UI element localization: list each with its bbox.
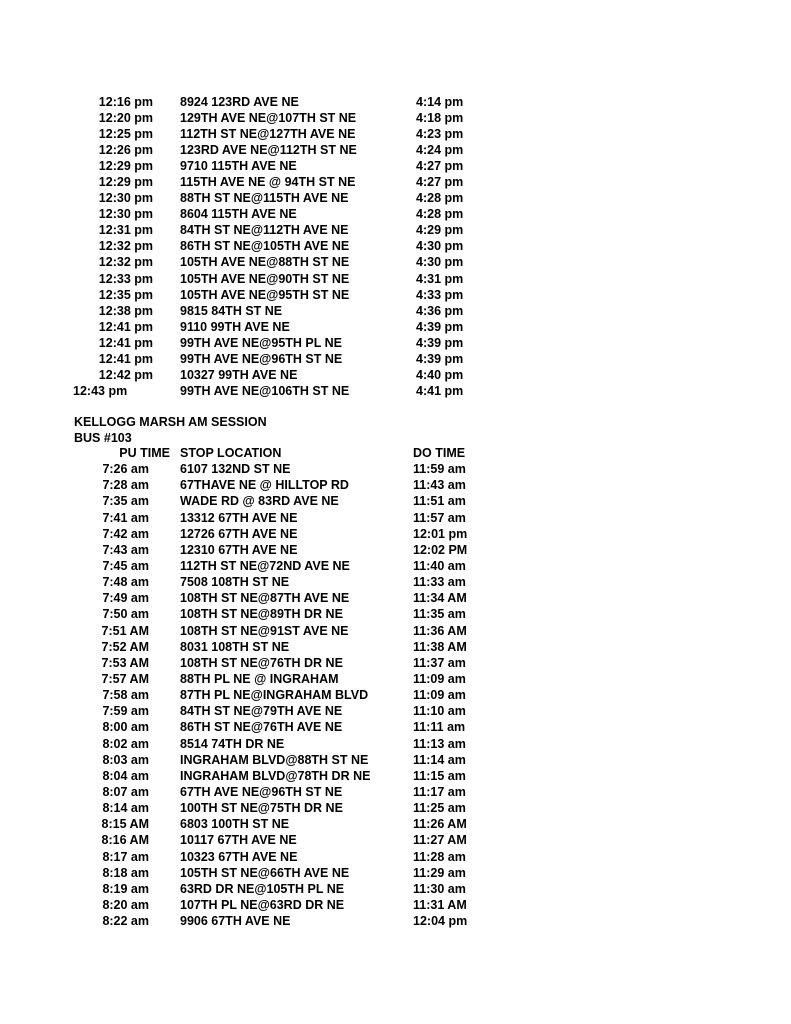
dropoff-time: 11:59 am	[413, 462, 466, 477]
dropoff-time: 4:27 pm	[416, 175, 464, 190]
stop-location: 8031 108TH ST NE	[180, 639, 290, 654]
dropoff-time: 12:02 PM	[413, 542, 468, 557]
dropoff-time: 4:29 pm	[416, 223, 464, 238]
dropoff-time: 4:28 pm	[416, 207, 464, 222]
stop-location: 108TH ST NE@76TH DR NE	[180, 655, 343, 670]
pickup-time: 8:15 AM	[101, 817, 149, 832]
dropoff-time: 11:38 AM	[413, 639, 467, 654]
table-row	[70, 590, 490, 606]
dropoff-time: 4:30 pm	[416, 255, 464, 270]
table-row	[70, 849, 490, 865]
pickup-time: 7:52 AM	[101, 639, 149, 654]
dropoff-time: 11:35 am	[413, 607, 466, 622]
table-row	[70, 832, 490, 848]
pickup-time: 8:17 am	[102, 849, 149, 864]
dropoff-time: 11:36 AM	[413, 623, 467, 638]
stop-location: 10323 67TH AVE NE	[180, 849, 298, 864]
table-row	[70, 606, 490, 622]
pickup-time: 12:16 pm	[98, 95, 153, 109]
dropoff-time: 11:13 am	[413, 736, 466, 751]
pickup-time: 7:43 am	[102, 542, 149, 557]
session-heading	[74, 414, 267, 446]
stop-location: 129TH AVE NE@107TH ST NE	[180, 111, 357, 126]
stop-location: 99TH AVE NE@106TH ST NE	[180, 383, 350, 398]
table-row	[70, 174, 490, 190]
pickup-time: 8:03 am	[102, 752, 149, 767]
stop-location: INGRAHAM BLVD@88TH ST NE	[180, 752, 369, 767]
dropoff-time: 11:09 am	[413, 671, 466, 686]
table-row	[70, 238, 490, 254]
dropoff-time: 11:31 AM	[413, 897, 467, 912]
table-row	[70, 493, 490, 509]
pickup-time: 7:42 am	[102, 526, 149, 541]
dropoff-time: 12:01 pm	[413, 526, 468, 541]
pickup-time: 12:30 pm	[98, 191, 153, 206]
stop-location: 123RD AVE NE@112TH ST NE	[180, 143, 357, 158]
dropoff-time: 11:34 AM	[413, 591, 467, 606]
stop-location: 8604 115TH AVE NE	[180, 207, 297, 222]
dropoff-time: 11:51 am	[413, 494, 466, 509]
pickup-time: 12:32 pm	[98, 239, 153, 254]
table-row	[70, 687, 490, 703]
stop-location: 100TH ST NE@75TH DR NE	[180, 801, 343, 816]
table-row	[70, 719, 490, 735]
pickup-time: 8:20 am	[102, 897, 149, 912]
table-row	[70, 784, 490, 800]
pickup-time: 7:28 am	[102, 478, 149, 493]
pickup-time: 7:59 am	[102, 704, 149, 719]
table-row	[70, 206, 490, 222]
table-row	[70, 94, 490, 110]
dropoff-time: 11:33 am	[413, 575, 466, 590]
am-session-table	[70, 445, 490, 929]
table-row	[70, 351, 490, 367]
table-row	[70, 158, 490, 174]
pickup-time: 12:33 pm	[98, 271, 153, 286]
pickup-time: 12:31 pm	[98, 223, 153, 238]
pickup-time: 7:53 AM	[101, 655, 149, 670]
stop-location: 105TH AVE NE@95TH ST NE	[180, 287, 350, 302]
table-row	[70, 913, 490, 929]
pickup-time: 12:41 pm	[98, 351, 153, 366]
stop-location: 6803 100TH ST NE	[180, 817, 290, 832]
dropoff-time: 11:26 AM	[413, 817, 467, 832]
table-row	[70, 574, 490, 590]
table-row	[70, 897, 490, 913]
table-row	[70, 655, 490, 671]
table-row	[70, 142, 490, 158]
dropoff-time: 11:09 am	[413, 688, 466, 703]
table-row	[70, 287, 490, 303]
pickup-time: 7:58 am	[102, 688, 149, 703]
stop-location: WADE RD @ 83RD AVE NE	[180, 494, 339, 509]
dropoff-time: 4:24 pm	[416, 143, 464, 158]
dropoff-time: 4:18 pm	[416, 111, 464, 126]
table-row	[70, 639, 490, 655]
dropoff-time: 11:57 am	[413, 510, 466, 525]
pickup-time: 12:32 pm	[98, 255, 153, 270]
table-row	[70, 736, 490, 752]
table-row	[70, 477, 490, 493]
table-header-row	[70, 445, 490, 461]
dropoff-time: 11:11 am	[413, 720, 466, 735]
pickup-time: 7:35 am	[102, 494, 149, 509]
stop-location: 88TH PL NE @ INGRAHAM	[180, 671, 339, 686]
table-row	[70, 126, 490, 142]
pickup-time: 7:48 am	[102, 575, 149, 590]
dropoff-time: 11:25 am	[413, 801, 466, 816]
stop-location: 99TH AVE NE@96TH ST NE	[180, 351, 343, 366]
table-row	[70, 110, 490, 126]
stop-location: 108TH ST NE@89TH DR NE	[180, 607, 343, 622]
dropoff-time: 11:29 am	[413, 865, 466, 880]
dropoff-time: 11:14 am	[413, 752, 466, 767]
dropoff-time: 4:23 pm	[416, 127, 464, 142]
pickup-time: 7:51 AM	[101, 623, 149, 638]
dropoff-time: 4:33 pm	[416, 287, 464, 302]
table-row	[70, 865, 490, 881]
table-row	[70, 335, 490, 351]
pm-route-table	[70, 94, 490, 399]
pickup-time: 7:45 am	[102, 558, 149, 573]
stop-location: 84TH ST NE@79TH AVE NE	[180, 704, 343, 719]
pickup-time: 8:00 am	[102, 720, 149, 735]
dropoff-time: 4:41 pm	[416, 383, 464, 398]
table-row	[70, 881, 490, 897]
stop-location: INGRAHAM BLVD@78TH DR NE	[180, 768, 371, 783]
pickup-time: 12:35 pm	[98, 287, 153, 302]
stop-location: 107TH PL NE@63RD DR NE	[180, 897, 345, 912]
dropoff-time: 4:28 pm	[416, 191, 464, 206]
pickup-time: 12:42 pm	[98, 367, 153, 382]
table-row	[70, 800, 490, 816]
stop-location: 63RD DR NE@105TH PL NE	[180, 881, 345, 896]
dropoff-time: 11:37 am	[413, 655, 466, 670]
table-row	[70, 623, 490, 639]
stop-location: 12726 67TH AVE NE	[180, 526, 298, 541]
stop-location: 84TH ST NE@112TH AVE NE	[180, 223, 349, 238]
pickup-time: 12:41 pm	[98, 335, 153, 350]
stop-location: 7508 108TH ST NE	[180, 575, 290, 590]
pickup-time: 12:20 pm	[98, 111, 153, 126]
stop-location: 87TH PL NE@INGRAHAM BLVD	[180, 688, 369, 703]
table-row	[70, 461, 490, 477]
pickup-time: 8:22 am	[102, 914, 149, 929]
stop-location: 12310 67TH AVE NE	[180, 542, 298, 557]
dropoff-time: 4:27 pm	[416, 159, 464, 174]
pickup-time: 12:29 pm	[98, 159, 153, 174]
pu-time-header: PU TIME	[119, 446, 170, 460]
dropoff-time: 11:15 am	[413, 768, 466, 783]
dropoff-time: 4:39 pm	[416, 335, 464, 350]
stop-location: 6107 132ND ST NE	[180, 462, 291, 477]
stop-location: 112TH ST NE@127TH AVE NE	[180, 127, 356, 142]
dropoff-time: 11:27 AM	[413, 833, 467, 848]
bus-number: BUS #103	[74, 431, 132, 445]
pickup-time: 8:18 am	[102, 865, 149, 880]
pickup-time: 12:41 pm	[98, 319, 153, 334]
pickup-time: 7:49 am	[102, 591, 149, 606]
dropoff-time: 4:36 pm	[416, 303, 464, 318]
table-row	[70, 671, 490, 687]
pickup-time: 12:25 pm	[98, 127, 153, 142]
table-row	[70, 319, 490, 335]
pickup-time: 12:30 pm	[98, 207, 153, 222]
pickup-time: 12:26 pm	[98, 143, 153, 158]
stop-location: 115TH AVE NE @ 94TH ST NE	[180, 175, 356, 190]
stop-location: 105TH AVE NE@88TH ST NE	[180, 255, 350, 270]
stop-location: 13312 67TH AVE NE	[180, 510, 298, 525]
table-row	[70, 510, 490, 526]
stop-location: 86TH ST NE@105TH AVE NE	[180, 239, 350, 254]
dropoff-time: 4:39 pm	[416, 351, 464, 366]
pickup-time: 7:57 AM	[101, 671, 149, 686]
stop-location: 9815 84TH ST NE	[180, 303, 283, 318]
dropoff-time: 4:31 pm	[416, 271, 464, 286]
stop-location: 9906 67TH AVE NE	[180, 914, 291, 929]
dropoff-time: 4:14 pm	[416, 95, 464, 109]
pickup-time: 12:29 pm	[98, 175, 153, 190]
dropoff-time: 11:30 am	[413, 881, 466, 896]
pickup-time: 8:16 AM	[101, 833, 149, 848]
table-row	[70, 768, 490, 784]
stop-location: 105TH ST NE@66TH AVE NE	[180, 865, 350, 880]
stop-location: 9710 115TH AVE NE	[180, 159, 297, 174]
table-row	[70, 303, 490, 319]
stop-location: 9110 99TH AVE NE	[180, 319, 290, 334]
table-row	[70, 526, 490, 542]
stop-location-header: STOP LOCATION	[180, 446, 282, 460]
pickup-time: 8:04 am	[102, 768, 149, 783]
table-row	[70, 367, 490, 383]
stop-location: 10117 67TH AVE NE	[180, 833, 297, 848]
table-row	[70, 271, 490, 287]
table-row	[70, 558, 490, 574]
dropoff-time: 4:30 pm	[416, 239, 464, 254]
stop-location: 112TH ST NE@72ND AVE NE	[180, 558, 350, 573]
pickup-time: 7:41 am	[102, 510, 149, 525]
table-row	[70, 816, 490, 832]
table-row	[70, 542, 490, 558]
pickup-time: 7:26 am	[102, 462, 149, 477]
stop-location: 67THAVE NE @ HILLTOP RD	[180, 478, 349, 493]
pickup-time: 8:19 am	[102, 881, 149, 896]
stop-location: 99TH AVE NE@95TH PL NE	[180, 335, 342, 350]
stop-location: 67TH AVE NE@96TH ST NE	[180, 784, 343, 799]
stop-location: 86TH ST NE@76TH AVE NE	[180, 720, 343, 735]
stop-location: 108TH ST NE@87TH AVE NE	[180, 591, 350, 606]
pickup-time: 8:02 am	[102, 736, 149, 751]
table-row	[70, 222, 490, 238]
dropoff-time: 11:17 am	[413, 784, 466, 799]
pickup-time: 12:38 pm	[98, 303, 153, 318]
pickup-time: 7:50 am	[102, 607, 149, 622]
stop-location: 88TH ST NE@115TH AVE NE	[180, 191, 349, 206]
dropoff-time: 11:43 am	[413, 478, 466, 493]
pickup-time: 8:14 am	[102, 801, 149, 816]
pickup-time: 8:07 am	[102, 784, 149, 799]
stop-location: 8514 74TH DR NE	[180, 736, 285, 751]
dropoff-time: 11:40 am	[413, 558, 466, 573]
dropoff-time: 4:39 pm	[416, 319, 464, 334]
dropoff-time: 11:28 am	[413, 849, 466, 864]
stop-location: 8924 123RD AVE NE	[180, 95, 299, 109]
pickup-time: 12:43 pm	[73, 383, 128, 398]
stop-location: 108TH ST NE@91ST AVE NE	[180, 623, 349, 638]
table-row	[70, 703, 490, 719]
dropoff-time: 12:04 pm	[413, 914, 468, 929]
table-row	[70, 254, 490, 270]
stop-location: 10327 99TH AVE NE	[180, 367, 298, 382]
stop-location: 105TH AVE NE@90TH ST NE	[180, 271, 350, 286]
dropoff-time: 4:40 pm	[416, 367, 464, 382]
session-title: KELLOGG MARSH AM SESSION	[74, 415, 267, 429]
do-time-header: DO TIME	[413, 446, 466, 460]
table-row	[70, 383, 490, 399]
dropoff-time: 11:10 am	[413, 704, 466, 719]
table-row	[70, 752, 490, 768]
table-row	[70, 190, 490, 206]
